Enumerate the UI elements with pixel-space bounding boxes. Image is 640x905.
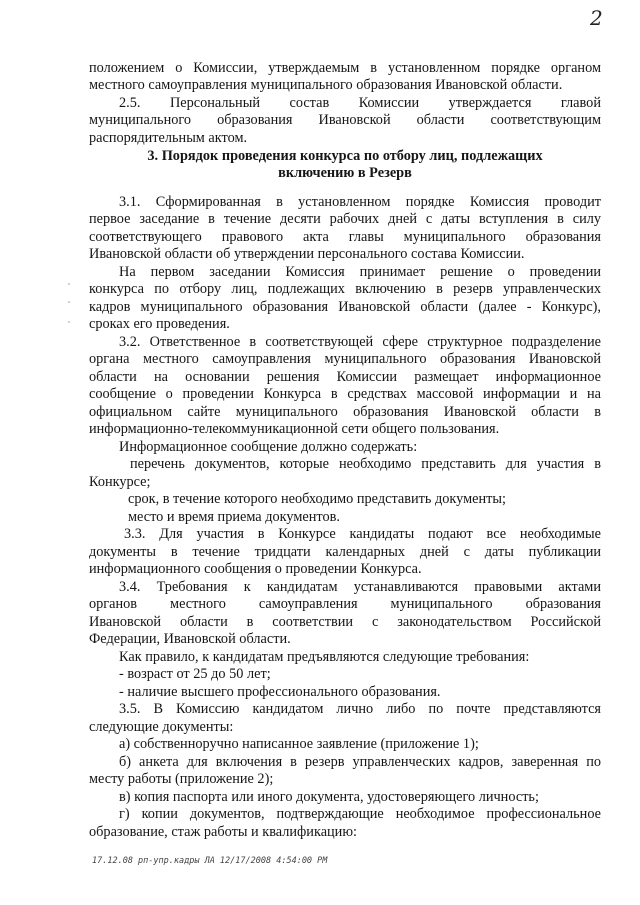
text-line: Как правило, к кандидатам предъявляются следующие требования:: [119, 649, 530, 665]
text-line: образование, стаж работы и квалификацию:: [89, 824, 357, 840]
text-line: местного самоуправления муниципального образования Ивановской области.: [89, 77, 563, 93]
text-line: Ивановской области в соответствии с законодательством Российской: [89, 614, 601, 630]
text-line: распорядительным актом.: [89, 130, 248, 146]
text-line: органов местного самоуправления муниципального образования: [89, 596, 601, 612]
text-line: 3.1. Сформированная в установленном порядке Комиссия проводит: [119, 194, 601, 210]
text-line: муниципального образования Ивановской области соответствующим: [89, 112, 601, 128]
text-line: Федерации, Ивановской области.: [89, 631, 291, 647]
list-item: б) анкета для включения в резерв управленческих кадров, заверенная по: [119, 754, 601, 770]
text-line: положением о Комиссии, утверждаемым в установленном порядке органом: [89, 60, 601, 76]
text-line: Конкурсе;: [89, 474, 151, 490]
text-line: следующие документы:: [89, 719, 234, 735]
list-item: г) копии документов, подтверждающие необходимое профессиональное: [119, 806, 601, 822]
text-line: сообщение о проведении Конкурса в средствах массовой информации и на: [89, 386, 601, 402]
text-line: информационного сообщения о проведении Конкурса.: [89, 561, 422, 577]
text-line: первое заседание в течение десяти рабочих дней с даты вступления в силу: [89, 211, 601, 227]
footer-stamp: 17.12.08 рп-упр.кадры ЛА 12/17/2008 4:54:00 PM: [92, 856, 328, 866]
text-line: Информационное сообщение должно содержать:: [119, 439, 418, 455]
text-line: месту работы (приложение 2);: [89, 771, 274, 787]
text-line: органа местного самоуправления муниципального образования Ивановской: [89, 351, 601, 367]
margin-mark: [68, 282, 70, 328]
text-line: перечень документов, которые необходимо представить для участия в: [130, 456, 601, 472]
text-line: официальном сайте муниципального образования Ивановской области в: [89, 404, 601, 420]
text-line: кадров муниципального образования Ивановской области (далее - Конкурс),: [89, 299, 601, 315]
text-line: области на основании решения Комиссии размещает информационное: [89, 369, 601, 385]
list-item: - возраст от 25 до 50 лет;: [119, 666, 271, 682]
section-heading: включению в Резерв: [278, 165, 412, 181]
list-item: - наличие высшего профессионального образования.: [119, 684, 441, 700]
text-line: конкурса по отбору лиц, подлежащих включению в резерв управленческих: [89, 281, 601, 297]
list-item: а) собственноручно написанное заявление (приложение 1);: [119, 736, 479, 752]
text-line: 3.2. Ответственное в соответствующей сфере структурное подразделение: [119, 334, 601, 350]
list-item: в) копия паспорта или иного документа, удостоверяющего личность;: [119, 789, 539, 805]
text-line: срок, в течение которого необходимо представить документы;: [128, 491, 506, 507]
text-line: информационно-телекоммуникационной сети общего пользования.: [89, 421, 500, 437]
text-line: 2.5. Персональный состав Комиссии утверждается главой: [119, 95, 601, 111]
text-line: На первом заседании Комиссия принимает решение о проведении: [119, 264, 601, 280]
text-line: сроках его проведения.: [89, 316, 230, 332]
text-line: соответствующего правового акта главы муниципального образования: [89, 229, 601, 245]
text-line: 3.3. Для участия в Конкурсе кандидаты подают все необходимые: [124, 526, 601, 542]
section-heading: 3. Порядок проведения конкурса по отбору лиц, подлежащих: [147, 148, 543, 164]
text-line: документы в течение тридцати календарных дней с даты публикации: [89, 544, 601, 560]
text-line: 3.4. Требования к кандидатам устанавливаются правовыми актами: [119, 579, 601, 595]
text-line: место и время приема документов.: [128, 509, 340, 525]
page-number: 2: [590, 6, 603, 30]
text-line: 3.5. В Комиссию кандидатом лично либо по почте представляются: [119, 701, 601, 717]
text-line: Ивановской области об утверждении персонального состава Комиссии.: [89, 246, 525, 262]
